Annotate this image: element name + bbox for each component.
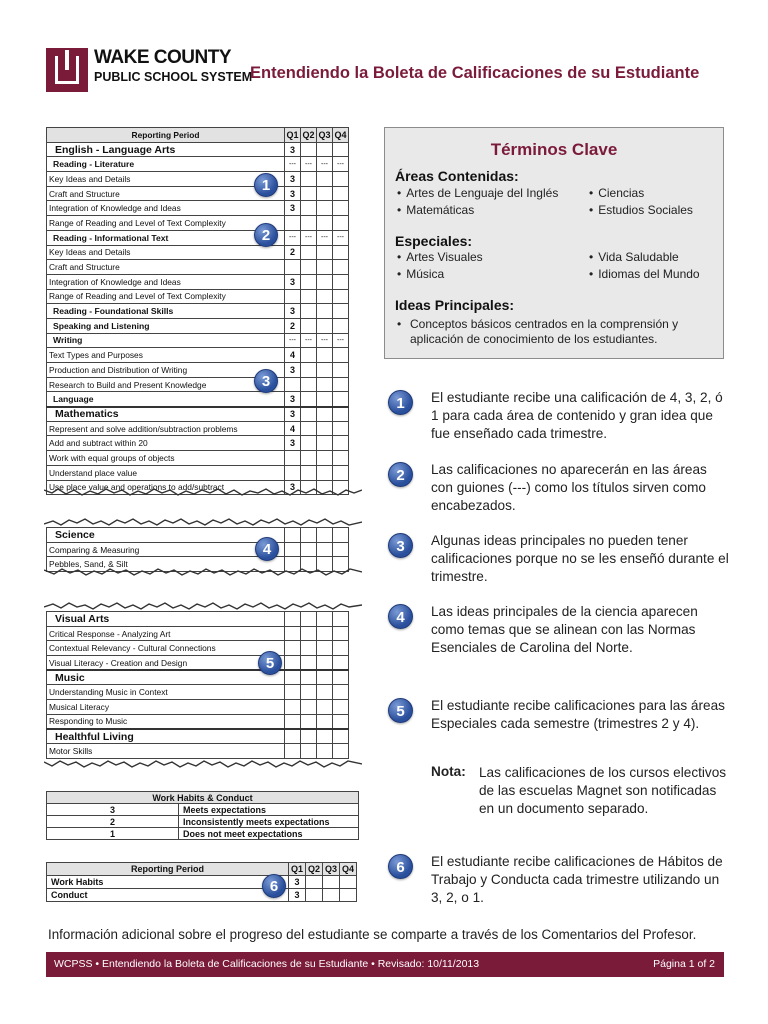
grade-cell: --- <box>317 333 333 348</box>
period-header: Reporting Period <box>47 863 289 876</box>
brand-name: WAKE COUNTY <box>94 47 231 68</box>
grade-cell: 3 <box>285 480 301 495</box>
row-label: Writing <box>47 333 285 348</box>
report-card-row <box>47 626 349 641</box>
row-label: Integration of Knowledge and Ideas <box>47 274 285 289</box>
ideas-definition: Conceptos básicos centrados en la comprensión y aplicación de conocimiento de los estudiantes. <box>410 317 679 346</box>
grade-cell: 3 <box>285 304 301 319</box>
row-label: Craft and Structure <box>47 260 285 275</box>
grade-cell: 3 <box>285 142 301 157</box>
specials-heading: Especiales: <box>395 233 473 249</box>
grade-cell <box>301 451 317 466</box>
quarter-header: Q3 <box>323 863 340 876</box>
grade-cell <box>333 260 349 275</box>
quarter-header: Q3 <box>317 128 333 143</box>
grade-cell <box>301 670 317 685</box>
grade-cell <box>317 542 333 557</box>
callout-1-icon: 1 <box>254 173 278 197</box>
grade-cell: --- <box>333 333 349 348</box>
term-item: • Vida Saludable <box>589 250 679 264</box>
grade-cell <box>333 641 349 656</box>
grade-cell <box>333 451 349 466</box>
grade-cell <box>285 528 301 543</box>
term-bullet <box>397 317 406 331</box>
explanation-3-icon: 3 <box>388 533 413 558</box>
grade-cell <box>333 201 349 216</box>
grade-cell <box>301 142 317 157</box>
grade-cell <box>301 304 317 319</box>
grade-cell <box>317 260 333 275</box>
grade-cell <box>333 421 349 436</box>
quarter-header: Q2 <box>306 863 323 876</box>
term-item: • Idiomas del Mundo <box>589 267 700 281</box>
grade-cell: 4 <box>285 421 301 436</box>
report-card-row <box>47 685 349 700</box>
explanation-2-icon: 2 <box>388 462 413 487</box>
row-label: Language <box>47 392 285 407</box>
key-description: Inconsistently meets expectations <box>179 816 359 828</box>
grade-cell <box>333 245 349 260</box>
period-header: Reporting Period <box>47 128 285 143</box>
grade-cell <box>317 670 333 685</box>
grade-cell <box>285 289 301 304</box>
grade-cell <box>333 216 349 231</box>
explanation-5-icon: 5 <box>388 698 413 723</box>
grade-cell <box>340 889 357 902</box>
grade-cell <box>301 714 317 729</box>
grade-cell <box>340 876 357 889</box>
grade-cell <box>317 274 333 289</box>
grade-cell <box>317 304 333 319</box>
report-card-row <box>47 289 349 304</box>
grade-cell <box>317 186 333 201</box>
report-card-row <box>47 744 349 759</box>
explanation-6-text: El estudiante recibe calificaciones de Hábitos de Trabajo y Conducta cada trimestre utilizando un 3, 2, o 1. <box>431 854 723 905</box>
key-description: Meets expectations <box>179 804 359 816</box>
grade-cell <box>333 685 349 700</box>
grade-cell <box>333 612 349 627</box>
grade-cell <box>301 744 317 759</box>
grade-cell <box>317 318 333 333</box>
grade-cell <box>285 612 301 627</box>
report-card-row <box>47 670 349 685</box>
explanation-3-text: Algunas ideas principales no pueden tener calificaciones porque no se les enseñó durante el trimestre. <box>431 533 729 584</box>
grade-cell <box>301 700 317 715</box>
key-value: 3 <box>47 804 179 816</box>
page-number: Página 1 of 2 <box>653 958 715 970</box>
grade-cell: 3 <box>285 392 301 407</box>
grade-cell <box>317 245 333 260</box>
key-value: 2 <box>47 816 179 828</box>
grade-cell <box>323 876 340 889</box>
grade-cell <box>317 744 333 759</box>
grade-cell <box>317 451 333 466</box>
grade-cell: 2 <box>285 318 301 333</box>
report-card-row <box>47 318 349 333</box>
row-label: Speaking and Listening <box>47 318 285 333</box>
grade-cell <box>301 289 317 304</box>
term-item: • Artes de Lenguaje del Inglés <box>397 186 558 200</box>
row-label: Craft and Structure <box>47 186 285 201</box>
grade-cell <box>333 465 349 480</box>
report-card-row <box>47 172 349 187</box>
grade-cell <box>306 889 323 902</box>
report-card-row <box>47 274 349 289</box>
grade-cell: --- <box>301 333 317 348</box>
grade-cell <box>301 407 317 422</box>
grade-cell <box>333 670 349 685</box>
grade-cell <box>317 714 333 729</box>
report-card-row <box>47 436 349 451</box>
grade-cell <box>333 714 349 729</box>
row-label: Musical Literacy <box>47 700 285 715</box>
report-card-row <box>47 363 349 378</box>
row-label: Add and subtract within 20 <box>47 436 285 451</box>
torn-edge <box>44 759 362 769</box>
grade-cell <box>301 465 317 480</box>
report-card-row <box>47 304 349 319</box>
grade-cell <box>301 436 317 451</box>
footer-left-text: WCPSS • Entendiendo la Boleta de Calificaciones de su Estudiante • Revisado: 10/11/2013 <box>54 958 480 970</box>
conduct-table <box>46 862 357 902</box>
explanation-5-text: El estudiante recibe calificaciones para las áreas Especiales cada semestre (trimestres 2 y 4). <box>431 698 725 731</box>
grade-cell <box>285 260 301 275</box>
grade-cell: 2 <box>285 245 301 260</box>
report-card-row <box>47 714 349 729</box>
grade-cell: 3 <box>285 363 301 378</box>
row-label: Comparing & Measuring <box>47 542 285 557</box>
grade-cell <box>317 407 333 422</box>
conduct-row-label: Work Habits <box>47 876 289 889</box>
grade-cell <box>285 216 301 231</box>
report-card-row <box>47 230 349 245</box>
grade-cell <box>301 729 317 744</box>
grade-cell <box>333 274 349 289</box>
row-label: Mathematics <box>47 407 285 422</box>
quarter-header: Q2 <box>301 128 317 143</box>
torn-edge <box>44 487 362 497</box>
report-card-row <box>47 407 349 422</box>
report-card-row <box>47 542 349 557</box>
grade-cell: 3 <box>285 201 301 216</box>
grade-cell <box>285 700 301 715</box>
grade-cell <box>333 436 349 451</box>
grade-cell <box>333 363 349 378</box>
row-label: Motor Skills <box>47 744 285 759</box>
report-card-specials-table <box>46 611 349 759</box>
grade-cell <box>317 363 333 378</box>
grade-cell <box>301 274 317 289</box>
term-item: • Música <box>397 267 444 281</box>
report-card-row <box>47 377 349 392</box>
explanation-1-text: El estudiante recibe una calificación de 4, 3, 2, ó 1 para cada área de contenido y gran idea que fue enseñado cada trimestre. <box>431 390 723 441</box>
row-label: Responding to Music <box>47 714 285 729</box>
grade-cell <box>301 626 317 641</box>
conduct-row-label: Conduct <box>47 889 289 902</box>
grade-cell: --- <box>333 157 349 172</box>
report-card-row <box>47 700 349 715</box>
row-label: Reading - Foundational Skills <box>47 304 285 319</box>
grade-cell <box>333 626 349 641</box>
grade-cell <box>285 451 301 466</box>
grade-cell <box>285 685 301 700</box>
row-label: Reading - Literature <box>47 157 285 172</box>
row-label: Music <box>47 670 285 685</box>
report-card-row <box>47 245 349 260</box>
row-label: Text Types and Purposes <box>47 348 285 363</box>
grade-cell <box>285 626 301 641</box>
grade-cell <box>317 377 333 392</box>
grade-cell: --- <box>285 230 301 245</box>
callout-4-icon: 4 <box>255 537 279 561</box>
grade-cell <box>317 465 333 480</box>
row-label: Integration of Knowledge and Ideas <box>47 201 285 216</box>
torn-edge <box>44 601 362 611</box>
grade-cell <box>285 656 301 671</box>
report-card-row <box>47 656 349 671</box>
key-terms-title: Términos Clave <box>490 140 618 159</box>
grade-cell <box>317 201 333 216</box>
grade-cell <box>301 377 317 392</box>
grade-cell: 3 <box>285 407 301 422</box>
grade-cell <box>285 729 301 744</box>
explanation-1-icon: 1 <box>388 390 413 415</box>
nota-text: Las calificaciones de los cursos electivos de las escuelas Magnet son notificadas en un documento separado. <box>479 765 727 816</box>
grade-cell <box>317 421 333 436</box>
report-card-row <box>47 186 349 201</box>
grade-cell <box>317 216 333 231</box>
grade-cell <box>333 186 349 201</box>
report-card-row <box>47 201 349 216</box>
row-label: Key Ideas and Details <box>47 172 285 187</box>
grade-cell <box>333 729 349 744</box>
grade-cell <box>285 465 301 480</box>
grade-cell <box>317 729 333 744</box>
grade-cell: 4 <box>285 348 301 363</box>
grade-cell: 3 <box>289 889 306 902</box>
row-label: Represent and solve addition/subtraction problems <box>47 421 285 436</box>
quarter-header: Q1 <box>285 128 301 143</box>
report-card-row <box>47 641 349 656</box>
grade-cell <box>301 348 317 363</box>
grade-cell <box>285 744 301 759</box>
row-label: Healthful Living <box>47 729 285 744</box>
grade-cell <box>301 186 317 201</box>
quarter-header: Q4 <box>333 128 349 143</box>
grade-cell <box>317 612 333 627</box>
grade-cell: --- <box>301 230 317 245</box>
grade-cell <box>285 714 301 729</box>
key-value: 1 <box>47 828 179 840</box>
report-card-row <box>47 260 349 275</box>
report-card-row <box>47 421 349 436</box>
grade-cell <box>333 656 349 671</box>
grade-cell <box>333 542 349 557</box>
grade-cell <box>285 542 301 557</box>
key-terms-box <box>384 127 724 359</box>
grade-cell: 3 <box>285 186 301 201</box>
report-card-row <box>47 612 349 627</box>
grade-cell <box>301 318 317 333</box>
grade-cell: --- <box>285 333 301 348</box>
quarter-header: Q1 <box>289 863 306 876</box>
grade-cell <box>301 245 317 260</box>
grade-cell <box>317 641 333 656</box>
grade-cell <box>333 348 349 363</box>
grade-cell: --- <box>285 157 301 172</box>
term-item: • Matemáticas <box>397 203 474 217</box>
grade-cell <box>301 612 317 627</box>
grade-cell <box>317 348 333 363</box>
grade-cell: --- <box>301 157 317 172</box>
quarter-header: Q4 <box>340 863 357 876</box>
row-label: Use place value and operations to add/subtract <box>47 480 285 495</box>
grade-cell <box>333 289 349 304</box>
document-title: Entendiendo la Boleta de Calificaciones de su Estudiante <box>250 64 700 82</box>
grade-cell <box>317 172 333 187</box>
grade-cell <box>317 685 333 700</box>
row-label: Visual Arts <box>47 612 285 627</box>
grade-cell <box>301 260 317 275</box>
row-label: Critical Response - Analyzing Art <box>47 626 285 641</box>
row-label: Contextual Relevancy - Cultural Connections <box>47 641 285 656</box>
grade-cell <box>317 392 333 407</box>
grade-cell <box>301 421 317 436</box>
grade-cell <box>301 216 317 231</box>
torn-edge <box>44 517 362 527</box>
callout-2-icon: 2 <box>254 223 278 247</box>
ideas-heading: Ideas Principales: <box>395 297 515 313</box>
grade-cell <box>333 377 349 392</box>
callout-6-icon: 6 <box>262 874 286 898</box>
grade-cell: 3 <box>285 436 301 451</box>
grade-cell <box>301 641 317 656</box>
grade-cell <box>317 656 333 671</box>
row-label: Understand place value <box>47 465 285 480</box>
key-description: Does not meet expectations <box>179 828 359 840</box>
row-label: Key Ideas and Details <box>47 245 285 260</box>
grade-cell <box>301 201 317 216</box>
areas-heading: Áreas Contenidas: <box>395 168 519 184</box>
row-label: Science <box>47 528 285 543</box>
report-card-row <box>47 157 349 172</box>
grade-cell <box>301 363 317 378</box>
grade-cell <box>301 685 317 700</box>
grade-cell <box>317 436 333 451</box>
grade-cell: --- <box>317 157 333 172</box>
term-item: • Artes Visuales <box>397 250 483 264</box>
grade-cell <box>285 377 301 392</box>
footer-bar <box>46 952 724 977</box>
explanation-4-icon: 4 <box>388 604 413 629</box>
wcpss-logo <box>46 48 88 92</box>
grade-cell: 3 <box>289 876 306 889</box>
grade-cell <box>333 304 349 319</box>
torn-edge <box>44 567 362 577</box>
report-card-row <box>47 333 349 348</box>
row-label: Production and Distribution of Writing <box>47 363 285 378</box>
work-habits-key-table <box>46 791 359 840</box>
row-label: Reading - Informational Text <box>47 230 285 245</box>
grade-cell <box>301 172 317 187</box>
grade-cell <box>301 542 317 557</box>
work-habits-key-title: Work Habits & Conduct <box>47 792 359 804</box>
row-label: Pebbles, Sand, & Silt <box>47 557 285 572</box>
row-label: English - Language Arts <box>47 142 285 157</box>
grade-cell: --- <box>333 230 349 245</box>
report-card-main-table <box>46 127 349 495</box>
grade-cell <box>333 172 349 187</box>
grade-cell <box>317 700 333 715</box>
explanation-4-text: Las ideas principales de la ciencia aparecen como temas que se alinean con las Normas Esenciales de Carolina del Norte. <box>431 604 698 655</box>
grade-cell <box>301 656 317 671</box>
grade-cell: --- <box>317 230 333 245</box>
grade-cell <box>285 641 301 656</box>
explanation-6-icon: 6 <box>388 854 413 879</box>
brand-subname: PUBLIC SCHOOL SYSTEM <box>94 70 253 84</box>
footnote: Información adicional sobre el progreso del estudiante se comparte a través de los Comentarios del Profesor. <box>48 927 697 942</box>
grade-cell: 3 <box>285 274 301 289</box>
report-card-row <box>47 528 349 543</box>
report-card-row <box>47 465 349 480</box>
row-label: Work with equal groups of objects <box>47 451 285 466</box>
grade-cell <box>317 626 333 641</box>
report-card-science-table <box>46 527 349 572</box>
callout-5-icon: 5 <box>258 651 282 675</box>
row-label: Range of Reading and Level of Text Complexity <box>47 289 285 304</box>
grade-cell: 3 <box>285 172 301 187</box>
report-card-row <box>47 392 349 407</box>
report-card-row <box>47 142 349 157</box>
grade-cell <box>333 407 349 422</box>
report-card-row <box>47 729 349 744</box>
grade-cell <box>301 392 317 407</box>
term-item: • Estudios Sociales <box>589 203 693 217</box>
row-label: Range of Reading and Level of Text Complexity <box>47 216 285 231</box>
grade-cell <box>301 528 317 543</box>
grade-cell <box>333 528 349 543</box>
nota-label: Nota: <box>431 764 466 779</box>
grade-cell <box>333 318 349 333</box>
grade-cell <box>317 528 333 543</box>
report-card-row <box>47 451 349 466</box>
grade-cell <box>306 876 323 889</box>
grade-cell <box>333 392 349 407</box>
term-item: • Ciencias <box>589 186 644 200</box>
row-label: Understanding Music in Context <box>47 685 285 700</box>
explanation-2-text: Las calificaciones no aparecerán en las áreas con guiones (---) como los títulos sirven como encabezados. <box>431 462 707 513</box>
grade-cell <box>333 700 349 715</box>
row-label: Visual Literacy - Creation and Design <box>47 656 285 671</box>
report-card-row <box>47 348 349 363</box>
report-card-row <box>47 216 349 231</box>
grade-cell <box>317 289 333 304</box>
grade-cell <box>333 142 349 157</box>
grade-cell <box>323 889 340 902</box>
callout-3-icon: 3 <box>254 369 278 393</box>
grade-cell <box>285 670 301 685</box>
grade-cell <box>333 744 349 759</box>
grade-cell <box>317 142 333 157</box>
row-label: Research to Build and Present Knowledge <box>47 377 285 392</box>
